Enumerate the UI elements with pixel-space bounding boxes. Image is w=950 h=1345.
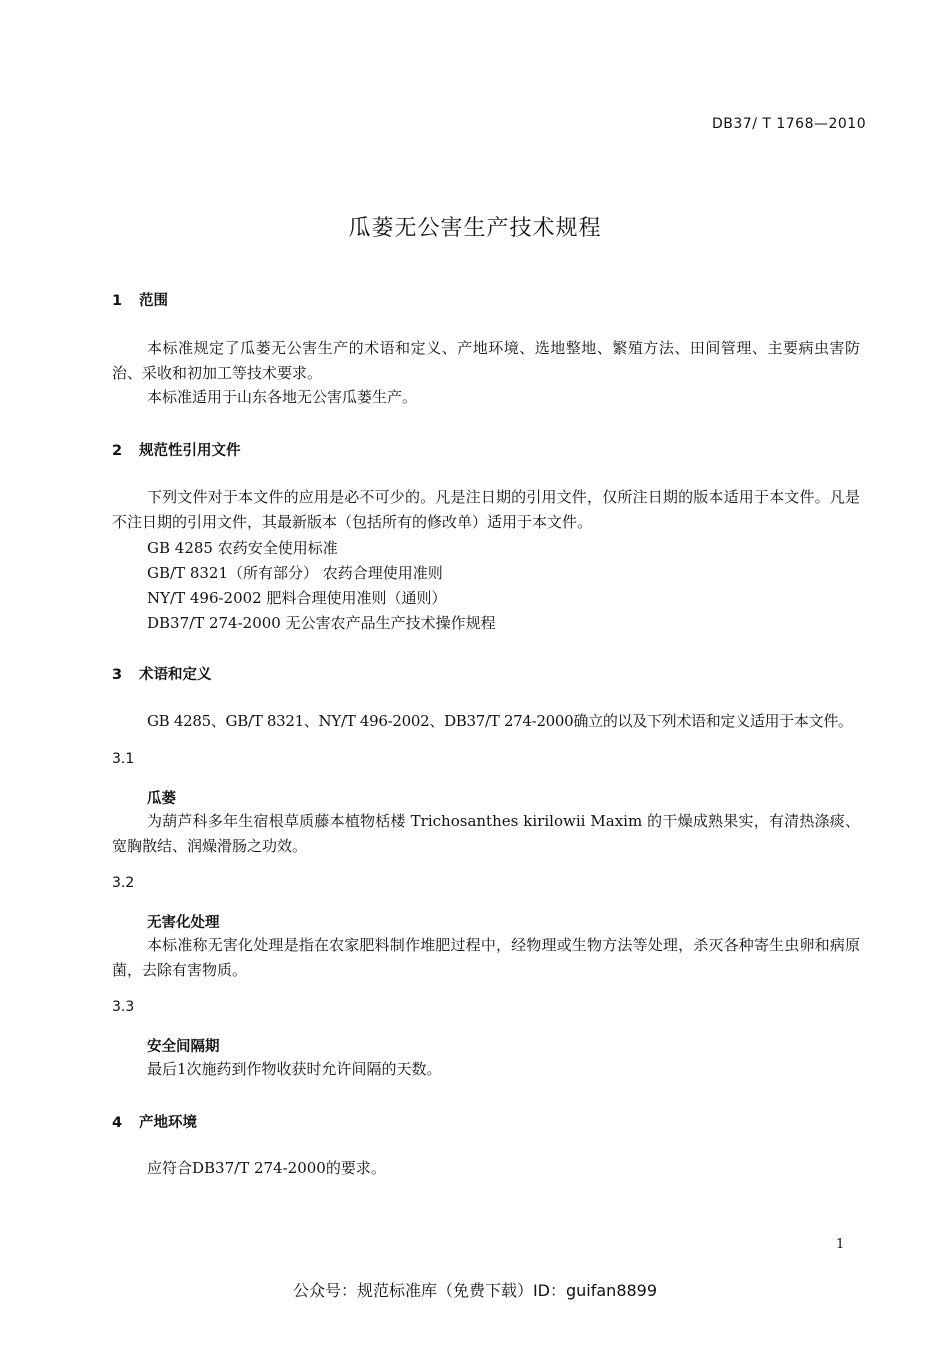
section-2-heading (112, 439, 241, 460)
section-number: 4 (112, 1115, 123, 1131)
section-1-paragraph-1: 本标准规定了瓜蒌无公害生产的术语和定义、产地环境、选地整地、繁殖方法、田间管理、主要病虫害防治、采收和初加工等技术要求。 (112, 339, 860, 382)
section-3-heading (112, 663, 212, 684)
term-3-1-definition: 为葫芦科多年生宿根草质藤本植物栝楼 Trichosanthes kirilowii Maxim 的干燥成熟果实，有清热涤痰、宽胸散结、润燥滑肠之功效。 (112, 812, 860, 855)
section-title: 范围 (139, 293, 168, 309)
term-3-1-name: 瓜蒌 (147, 791, 176, 807)
term-3-3-name: 安全间隔期 (147, 1039, 220, 1055)
section-title: 规范性引用文件 (139, 443, 241, 459)
term-3-2-number: 3.2 (112, 875, 135, 891)
section-title: 产地环境 (139, 1115, 197, 1131)
term-3-2-definition: 本标准称无害化处理是指在农家肥料制作堆肥过程中，经物理或生物方法等处理，杀灭各种寄生虫卵和病原菌，去除有害物质。 (112, 936, 860, 979)
section-3-paragraph-1: GB 4285、GB/T 8321、NY/T 496-2002、DB37/T 274-2000确立的以及下列术语和定义适用于本文件。 (147, 712, 853, 730)
footer-watermark-text: 公众号：规范标准库（免费下载）ID：guifan8899 (292, 1281, 658, 1300)
section-number: 2 (112, 443, 123, 459)
section-1-paragraph-2: 本标准适用于山东各地无公害瓜蒌生产。 (147, 388, 418, 406)
document-code: DB37/ T 1768—2010 (712, 116, 867, 132)
section-4-paragraph-1: 应符合DB37/T 274-2000的要求。 (147, 1159, 386, 1177)
term-3-2-name: 无害化处理 (147, 915, 220, 931)
section-number: 1 (112, 293, 123, 309)
reference-db37t274: DB37/T 274-2000 无公害农产品生产技术操作规程 (147, 614, 496, 632)
page-number: 1 (836, 1237, 845, 1252)
reference-gb4285: GB 4285 农药安全使用标准 (147, 539, 338, 557)
document-title: 瓜蒌无公害生产技术规程 (348, 216, 602, 241)
section-title: 术语和定义 (139, 667, 212, 683)
section-4-heading (112, 1111, 197, 1132)
section-number: 3 (112, 667, 123, 683)
section-1-heading (112, 289, 168, 310)
reference-gbt8321: GB/T 8321（所有部分） 农药合理使用准则 (147, 564, 443, 582)
term-3-3-number: 3.3 (112, 999, 135, 1015)
term-3-3-definition: 最后1次施药到作物收获时允许间隔的天数。 (147, 1060, 442, 1078)
reference-nyt496: NY/T 496-2002 肥料合理使用准则（通则） (147, 589, 447, 607)
term-3-1-number: 3.1 (112, 751, 135, 767)
section-2-paragraph-1: 下列文件对于本文件的应用是必不可少的。凡是注日期的引用文件，仅所注日期的版本适用于本文件。凡是不注日期的引用文件，其最新版本（包括所有的修改单）适用于本文件。 (112, 488, 860, 531)
